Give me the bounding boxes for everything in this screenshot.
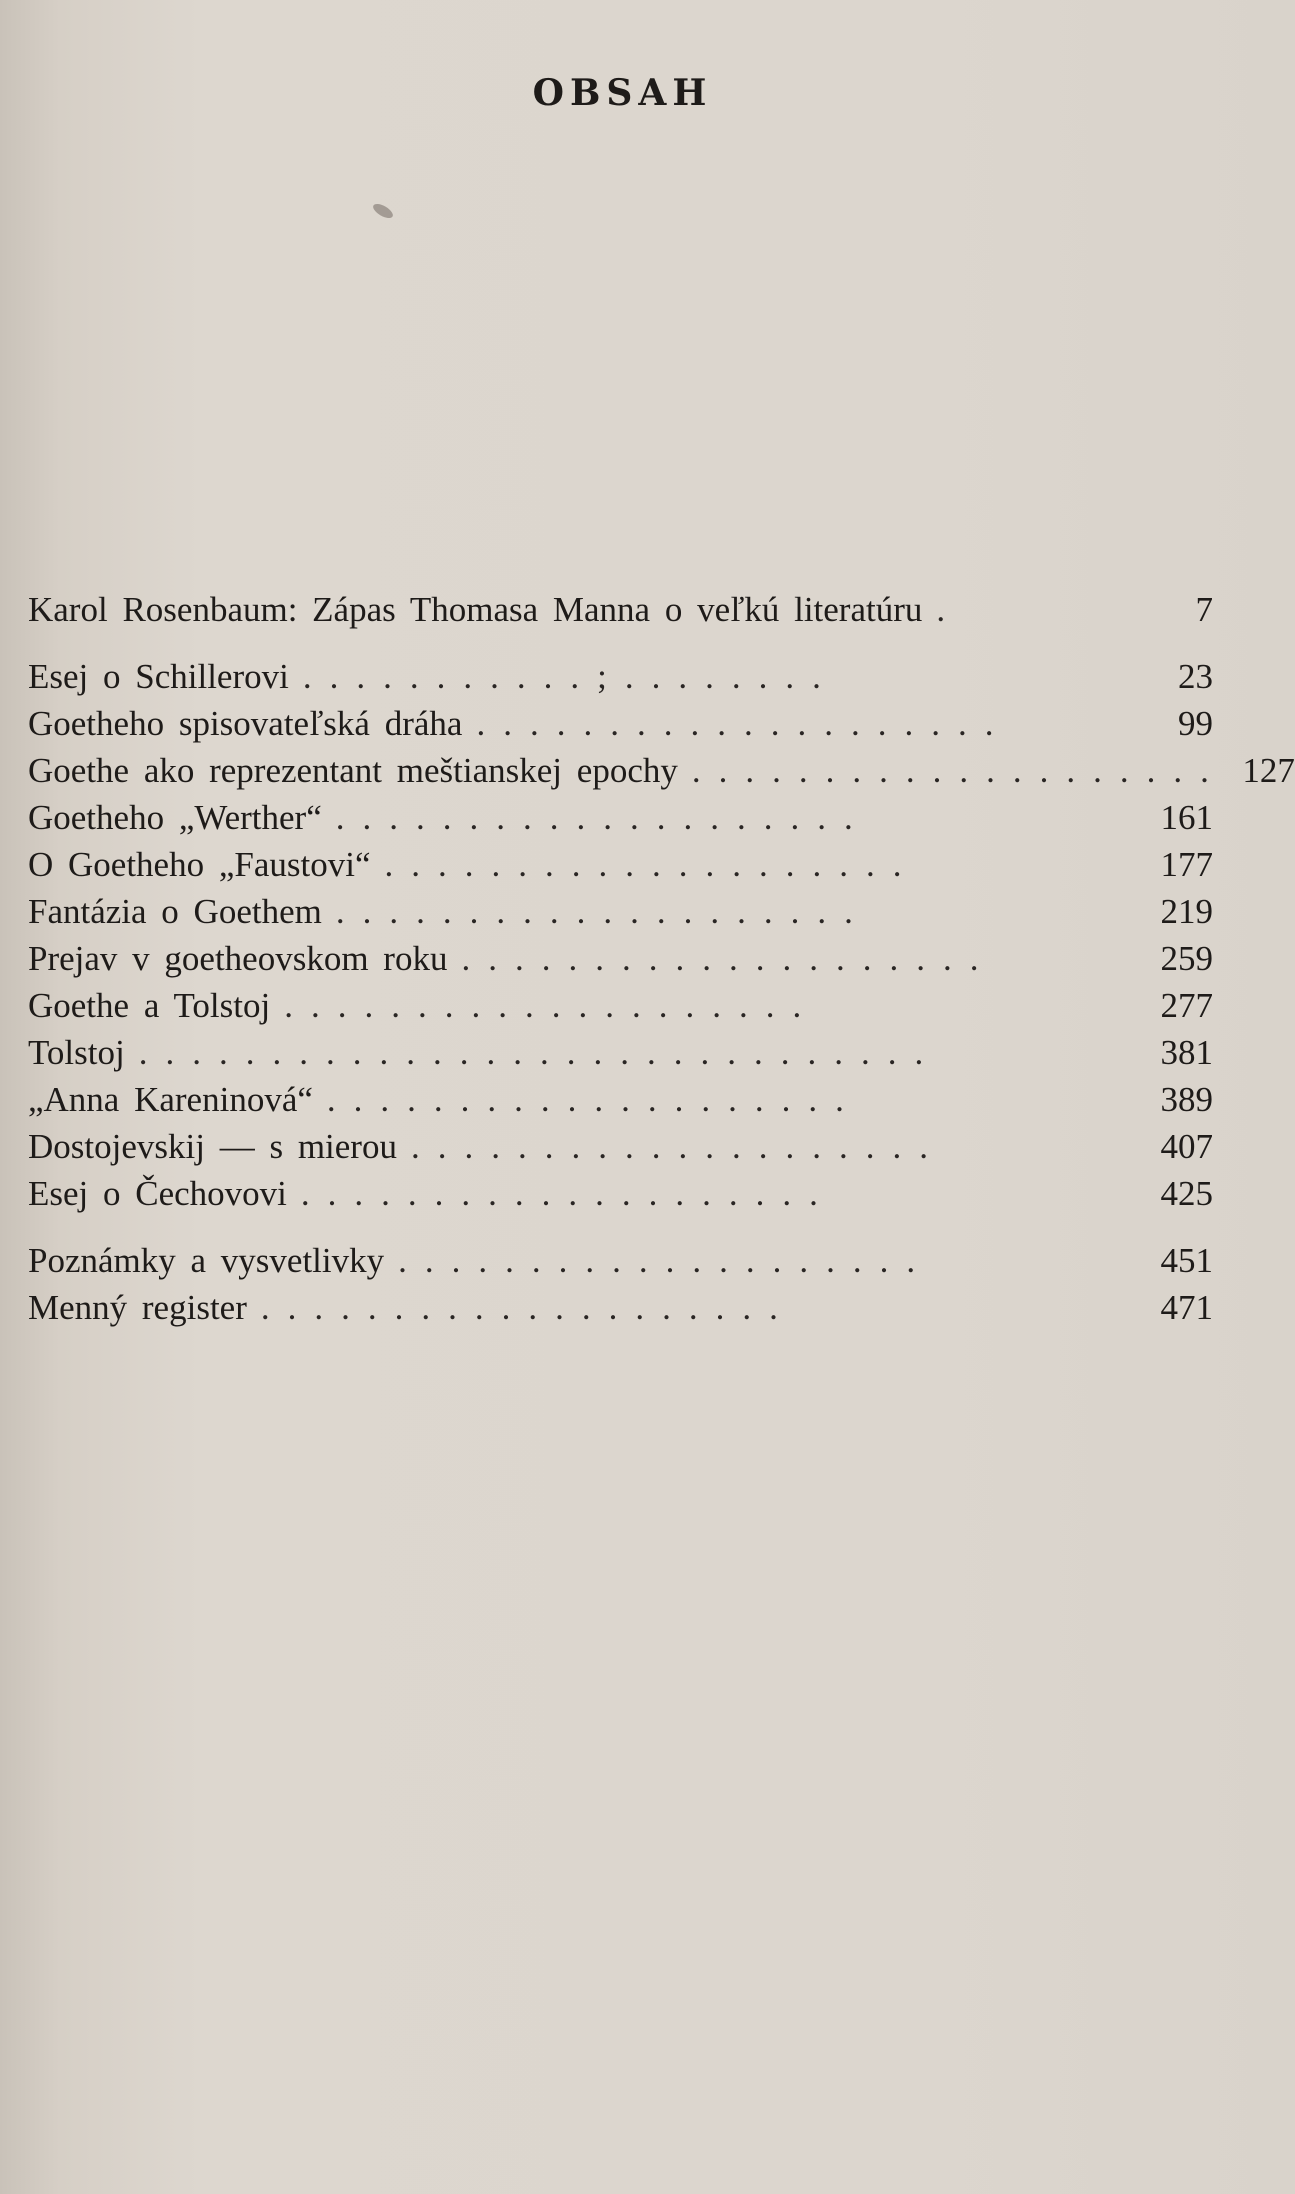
toc-entry-label: Prejav v goetheovskom roku bbox=[28, 939, 448, 978]
toc-entry-label: Goetheho spisovateľská dráha bbox=[28, 704, 463, 743]
toc-entry-label: Tolstoj bbox=[28, 1033, 125, 1072]
toc-leader: .............................. bbox=[138, 1033, 942, 1072]
toc-leader: .................... bbox=[260, 1288, 796, 1327]
toc-entry bbox=[28, 1029, 1213, 1076]
toc-entry-label: Fantázia o Goethem bbox=[28, 892, 322, 931]
toc-entry bbox=[28, 653, 1213, 700]
toc-leader: .................... bbox=[384, 845, 920, 884]
toc-page-number: 23 bbox=[1178, 657, 1213, 696]
toc-leader: .................... bbox=[284, 986, 820, 1025]
toc-entry-label: Karol Rosenbaum: Zápas Thomasa Manna o veľkú literatúru bbox=[28, 590, 923, 629]
toc-entry-label: Goetheho „Werther“ bbox=[28, 798, 322, 837]
toc-entry bbox=[28, 1237, 1213, 1284]
toc-entry-label: Menný register bbox=[28, 1288, 247, 1327]
toc-leader: .................... bbox=[398, 1241, 934, 1280]
toc-page-number: 161 bbox=[1160, 798, 1213, 837]
toc-entry bbox=[28, 935, 1213, 982]
toc-page-number: 177 bbox=[1160, 845, 1213, 884]
toc-entry bbox=[28, 841, 1213, 888]
toc-page-number: 219 bbox=[1160, 892, 1213, 931]
toc-page-number: 425 bbox=[1160, 1174, 1213, 1213]
toc-entry-label: Goethe a Tolstoj bbox=[28, 986, 271, 1025]
toc-page-number: 389 bbox=[1160, 1080, 1213, 1119]
toc-page-number: 381 bbox=[1160, 1033, 1213, 1072]
toc-leader: .................... bbox=[300, 1174, 836, 1213]
toc-page-number: 471 bbox=[1160, 1288, 1213, 1327]
toc-entry-label: „Anna Kareninová“ bbox=[28, 1080, 313, 1119]
toc-entry bbox=[28, 586, 1213, 633]
toc-leader: .................... bbox=[326, 1080, 862, 1119]
toc-entry bbox=[28, 1076, 1213, 1123]
page-title: OBSAH bbox=[532, 72, 713, 114]
toc-entry-label: Dostojevskij — s mierou bbox=[28, 1127, 397, 1166]
toc-page-number: 127 bbox=[1242, 751, 1295, 790]
toc-leader: .................... bbox=[691, 751, 1227, 790]
toc-page-number: 259 bbox=[1160, 939, 1213, 978]
toc-entry bbox=[28, 888, 1213, 935]
toc-entry-label: Poznámky a vysvetlivky bbox=[28, 1241, 385, 1280]
paper-speck bbox=[371, 201, 395, 221]
toc-entry-label: Goethe ako reprezentant meštianskej epochy bbox=[28, 751, 678, 790]
toc-entry bbox=[28, 1170, 1213, 1217]
toc-entry bbox=[28, 747, 1295, 794]
toc-page-number: 7 bbox=[1195, 590, 1213, 629]
table-of-contents bbox=[28, 586, 1295, 1331]
toc-leader: ...........;........ bbox=[302, 657, 839, 696]
toc-entry bbox=[28, 1123, 1213, 1170]
toc-page-number: 99 bbox=[1178, 704, 1213, 743]
toc-leader: .................... bbox=[476, 704, 1012, 743]
toc-entry-label: O Goetheho „Faustovi“ bbox=[28, 845, 371, 884]
toc-entry-label: Esej o Čechovovi bbox=[28, 1174, 287, 1213]
toc-page-number: 407 bbox=[1160, 1127, 1213, 1166]
toc-entry bbox=[28, 982, 1213, 1029]
toc-entry bbox=[28, 794, 1213, 841]
toc-entry-label: Esej o Schillerovi bbox=[28, 657, 289, 696]
toc-entry bbox=[28, 700, 1213, 747]
toc-leader: .................... bbox=[335, 892, 871, 931]
toc-leader: .................... bbox=[461, 939, 997, 978]
toc-leader: .................... bbox=[335, 798, 871, 837]
toc-page-number: 451 bbox=[1160, 1241, 1213, 1280]
toc-entry bbox=[28, 1284, 1213, 1331]
toc-page-number: 277 bbox=[1160, 986, 1213, 1025]
toc-leader: . bbox=[936, 590, 964, 629]
toc-leader: .................... bbox=[410, 1127, 946, 1166]
